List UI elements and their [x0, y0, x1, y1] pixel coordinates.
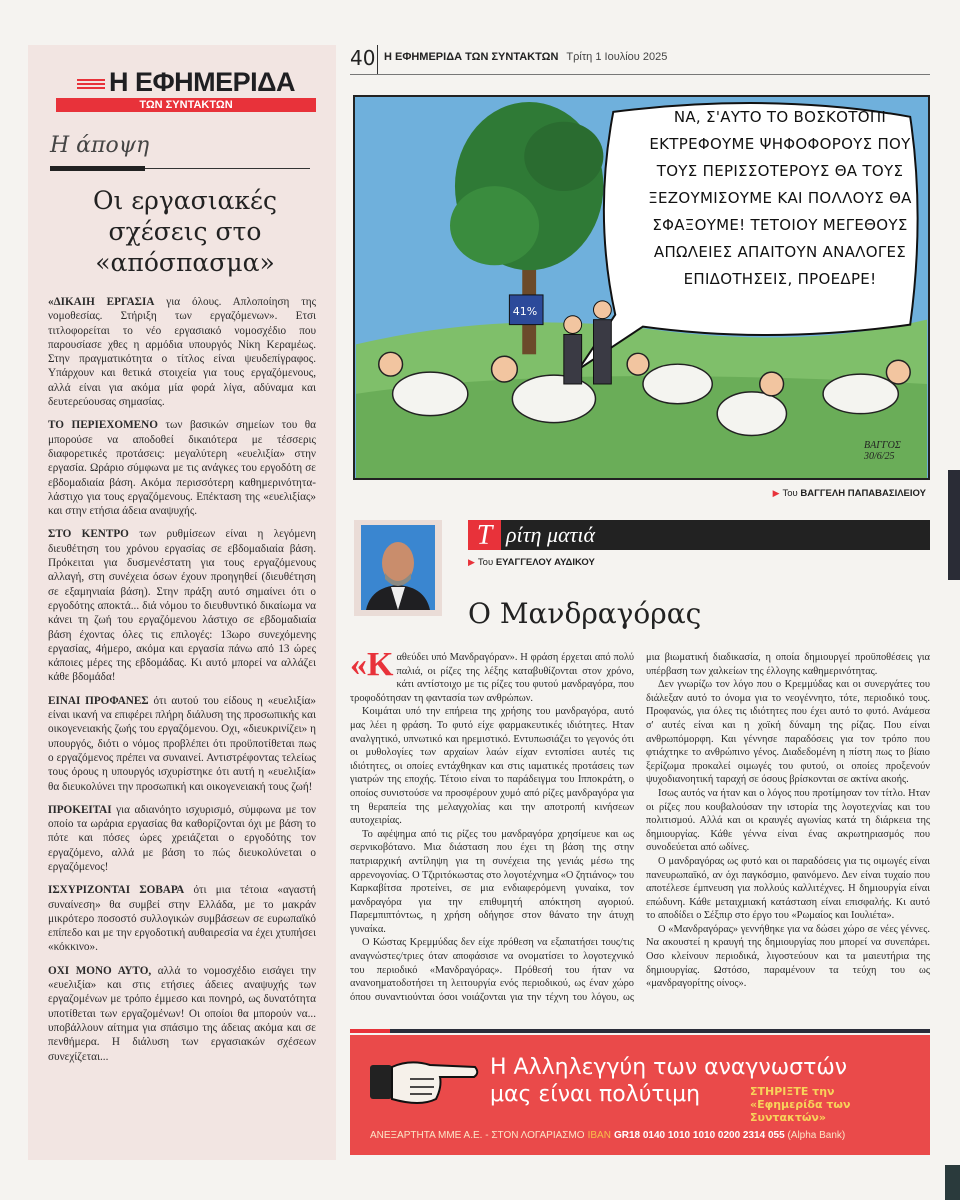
- pointing-hand-icon: [370, 1047, 480, 1117]
- logo-streak-icon: [77, 79, 105, 89]
- paragraph-text: ότι μια τέτοια «αγαστή συναίνεση» θα συμβεί στην Ελλάδα, με το μακράν μικρότερο ποσοστό συλλογικών συμβάσεων σε ευρωπαϊκό επίπεδο και με την εργοδοτική αυθαιρεσία να έχει χτυπήσει «κόκκινο».: [48, 884, 317, 954]
- paper-name: Η ΕΦΗΜΕΡΙΔΑ ΤΩΝ ΣΥΝΤΑΚΤΩΝ: [384, 51, 559, 63]
- column-header: [468, 520, 930, 550]
- paragraph-lead: ΙΣΧΥΡΙΖΟΝΤΑΙ ΣΟΒΑΡΑ: [48, 884, 185, 897]
- paragraph-text: Ο μανδραγόρας ως φυτό και οι παραδόσεις για τις οιμωγές είναι πανευρωπαϊκό, αν όχι παγκόσμιο, φαινόμενο. Δεν είναι τυχαίο που αποτέλεσε έμπνευση για πολλούς καλλιτέχνες. Η δημιουργία είναι επώδυνη. Κάθε μεταιχμιακή κατάσταση είναι επισφαλής. Κι αυτό το αποδίδει ο Σέξπιρ στο έργο του «Ρωμαίος και Ιουλιέτα».: [646, 855, 930, 922]
- paragraph-lead: ΟΧΙ ΜΟΝΟ ΑΥΤΟ,: [48, 964, 152, 977]
- article-byline: [468, 557, 595, 568]
- article-paragraph: [646, 855, 930, 923]
- editorial-body: [48, 295, 316, 1073]
- article-paragraph: [350, 646, 634, 705]
- page-header: [384, 51, 667, 63]
- logo-main: Η ΕΦΗΜΕΡΙΔΑ: [108, 67, 296, 97]
- page-edge-tab: [948, 470, 960, 580]
- byline-name: ΕΥΑΓΓΕΛΟΥ ΑΥΔΙΚΟΥ: [495, 557, 595, 568]
- editorial-paragraph: [48, 527, 316, 684]
- editorial-paragraph: [48, 418, 316, 518]
- author-portrait: [361, 525, 435, 610]
- paragraph-text: αθεύδει υπό Μανδραγόραν». Η φράση έρχεται από πολύ παλιά, οι ρίζες της λέξης καταβυθίζονται στον χρόνο, κάτι αντίστοιχο με τις ρίζες του φυτού μανδραγόρα, που τροφοδότησαν τη φαντασία των ανθρώπων.: [350, 652, 634, 704]
- triangle-icon: ▶: [468, 557, 475, 567]
- column-name: ρίτη ματιά: [506, 522, 596, 547]
- banner-cta: ΣΤΗΡΙΞΤΕ την «Εφημερίδα των Συντακτών»: [750, 1085, 851, 1124]
- banner-account: [370, 1130, 915, 1141]
- section-label: Η άποψη: [50, 133, 150, 158]
- triangle-icon: ▶: [772, 488, 780, 498]
- paragraph-lead: ΣΤΟ ΚΕΝΤΡΟ: [48, 528, 129, 541]
- article-paragraph: [646, 787, 930, 855]
- paragraph-text: Ο «Μανδραγόρας» γεννήθηκε για να δώσει χώρο σε νέες γέννες. Να ακουστεί η κραυγή της δημιουργίας που μπορεί να συνεπάρει. Οσο κλείνουν περιοδικά, λιγοστεύουν και τα μαιευτήρια της δημιουργίας. Ωστόσο, παραμένουν τα τεύχη του ως «μανδραγορίτης οίνος».: [646, 923, 930, 990]
- credit-name: ΒΑΓΓΕΛΗ ΠΑΠΑΒΑΣΙΛΕΙΟΥ: [800, 488, 926, 499]
- logo-sub: ΤΩΝ ΣΥΝΤΑΚΤΩΝ: [56, 98, 316, 112]
- article-body: [350, 646, 930, 1004]
- iban-label: IBAN: [587, 1130, 611, 1141]
- credit-prefix: Του: [782, 488, 798, 499]
- header-divider: [377, 45, 378, 75]
- poll-sign-label: 41%: [512, 305, 538, 318]
- paragraph-text: για αδιανόητο ισχυρισμό, σύμφωνα με τον οποίο τα ωράρια εργασίας θα καθορίζονται όχι με βάση το πότε και πόσες ώρες χρειάζεται ο εργοδότης τον εργαζόμενο, αλλά με βάση το πώς διευκολύνεται ο εργαζόμενος!: [48, 803, 316, 873]
- paragraph-text: Ισως αυτός να ήταν και ο λόγος που προτίμησαν τον τίτλο. Ηταν οι ρίζες που κουβαλούσαν την ιστορία της λογοτεχνίας και του πολιτισμού. Αλλά και οι κραυγές αγωνίας κατά τη διάρκεια της δημιουργίας. Κάθε γέννα είναι ένας ακρωτηριασμός που συνοδεύεται από ωδίνες.: [646, 787, 930, 854]
- iban-number[interactable]: GR18 0140 1010 1010 0200 2314 055: [613, 1130, 785, 1141]
- paragraph-lead: ΕΙΝΑΙ ΠΡΟΦΑΝΕΣ: [48, 694, 149, 707]
- paragraph-text: αλλά το νομοσχέδιο εισάγει την «ευελιξία» και στις ετήσιες άδειες αναψυχής των εργαζομένων με τρόπο έμμεσο και πονηρό, ως δυνατότητα υποτίθεται των εργαζομένων! Οι οποίοι θα μπορούν να... υποβάλλουν αίτημα για σπάσιμο της άδειας ακόμα και σε πενθήμερα. Η διάλυση των εργασιακών σχέσεων συνεχίζεται...: [48, 964, 316, 1063]
- article-paragraph: [350, 828, 634, 937]
- bank-name: (Alpha Bank): [787, 1130, 846, 1141]
- drop-cap: «Κ: [350, 646, 394, 683]
- section-rule: [50, 168, 310, 169]
- paragraph-text: ότι αυτού του είδους η «ευελιξία» είναι ικανή να επιφέρει πλήρη διάλυση της προσωπικής και οικογενειακής ζωής του εργαζόμενου. Οχι, «διευκρινίζει» η υπουργός, διότι ο νόμος προβλέπει ότι προϋποτίθεται πως ο εργαζόμενος πρέπει να συναινεί. Αντιστρέφοντας τελείως τους όρους η υπουργός ισχυρίστηκε ότι αυτή η «ευελιξία» θα διευκολύνει την προσωπική και οικογενειακή τους ζωή!: [48, 694, 316, 793]
- author-photo: [354, 520, 442, 616]
- article-paragraph: [646, 678, 930, 787]
- editorial-paragraph: [48, 803, 316, 874]
- article-title: Ο Μανδραγόρας: [468, 597, 702, 630]
- paragraph-text: Δεν γνωρίζω τον λόγο που ο Κρεμμύδας και οι συνεργάτες του διάλεξαν αυτό το όνομα για το νεογέννητο, τότε, περιοδικό τους. Προφανώς, για όλες τις ιδιότητες που έχει αυτό το φυτό. Ανάμεσα σ' αυτές είναι και η χοϊκή δύναμη της ρίζας. Που είναι ανθρωπόμορφη. Και γέννησε παραδόσεις για τον τρόπο που φτιάχτηκε το ανθρώπινο γένος. Διαδεδομένη η πίστη πως το βίαιο ξερίζωμα προκαλεί οιμωγές του φυτού, οι οποίες προξενούν ψυχοδιανοητική ταραχή σε όσους βρίσκονται σε ακτίνα ακοής.: [646, 679, 930, 786]
- section-divider: [350, 1029, 930, 1033]
- paragraph-text: Κοιμάται υπό την επήρεια της χρήσης του μανδραγόρα, αυτό μας λέει η φράση. Το φυτό είχε φαρμακευτικές ιδιότητες. Ηταν αναλγητικό, υπνωτικό και ηρεμιστικό. Εντυπωσιάζει το γεγονός ότι οι μυθολογίες των αρχαίων λαών είχαν εντοπίσει αυτές τις ιδιότητες, οι οποίες εντάχθηκαν και στις ιαματικές προτάσεις των γιατρών της εποχής. Τέτοιο είναι το παράδειγμα του Ιπποκράτη, ο οποίος συνιστούσε να προσφέρουν χυμό από ρίζες μανδραγόρα για τη θεραπεία της μελαγχολίας και την αποτροπή κινήσεων αυτοχειρίας.: [350, 706, 634, 827]
- paragraph-text: για όλους. Απλοποίηση της νομοθεσίας. Στήριξη των εργαζόμενων». Ετσι τιτλοφορείται το νέο εργασιακό νομοσχέδιο που παρουσίασε χθες η αρμόδια υπουργός Νίκη Κεραμέως. Στην πραγματικότητα ο τίτλος είναι ψευδεπίγραφος. Υπάρχουν και θετικά στοιχεία για τους εργαζόμενους, αλλά είναι για ακόμα μία φορά λίγα, αδύναμα και δευτερεύουσας σημασίας.: [48, 296, 316, 409]
- cartoon-speech: ΝΑ, Σ'ΑΥΤΟ ΤΟ ΒΟΣΚΟΤΟΠΙ ΕΚΤΡΕΦΟΥΜΕ ΨΗΦΟΦΟΡΟΥΣ ΠΟΥ ΤΟΥΣ ΠΕΡΙΣΣΟΤΕΡΟΥΣ ΘΑ ΤΟΥΣ ΞΕΖΟΥΜΙΣΟΥΜΕ ΚΑΙ ΠΟΛΛΟΥΣ ΘΑ ΣΦΑΞΟΥΜΕ! ΤΕΤΟΙΟΥ ΜΕΓΕΘΟΥΣ ΑΠΩΛΕΙΕΣ ΑΠΑΙΤΟΥΝ ΑΝΑΛΟΓΕΣ ΕΠΙΔΟΤΗΣΕΙΣ, ΠΡΟΕΔΡΕ!: [648, 108, 912, 288]
- editorial-column: [28, 45, 336, 1160]
- paragraph-text: των βασικών σημείων του θα μπορούσε να αποδοθεί δικαιότερα με τέσσερις διαφορετικές προτάσεις: μεγαλύτερη «ευελιξία» στην εργασία. Ωράριο σύμφωνα με τις ανάγκες του εργοδότη σε εβδομαδιαία βάση. Ακόμα περισσότερη καθημερινότητα-λάστιχο για τους εργαζόμενους. Επέκταση της «ευελιξίας» και στην ετήσια άδεια αναψυχής.: [48, 419, 317, 518]
- paragraph-lead: «ΔΙΚΑΙΗ ΕΡΓΑΣΙΑ: [48, 296, 155, 308]
- article-paragraph: [646, 923, 930, 991]
- byline-prefix: Του: [477, 557, 494, 568]
- account-text: ΑΝΕΞΑΡΤΗΤΑ ΜΜΕ Α.Ε. - ΣΤΟΝ ΛΟΓΑΡΙΑΣΜΟ: [370, 1130, 585, 1141]
- page-number: 40: [350, 46, 376, 70]
- column-initial: Τ: [468, 520, 501, 550]
- paragraph-lead: ΤΟ ΠΕΡΙΕΧΟΜΕΝΟ: [48, 419, 158, 432]
- editorial-paragraph: [48, 883, 316, 954]
- solidarity-ad-banner[interactable]: [350, 1035, 930, 1155]
- issue-date: Τρίτη 1 Ιουλίου 2025: [566, 51, 668, 63]
- paragraph-text: Το αφέψημα από τις ρίζες του μανδραγόρα χρησίμευε και ως σερνικοβότανο. Μια διάσταση που έχει τη βάση της στην πατριαρχική αντίληψη για τη συνέχεια της γενιάς μέσω της αρρενογονίας. Ο Τζιριτόκωστας στο λογοτέχνημα «Ο ζητιάνος» του Καρκαβίτσα προτείνει, σε μια ενδιαφερόμενη γυναίκα, τον μανδραγόρα για την επιθυμητή απόκτηση αγοριού. Παρεμπιπτόντως, η χρήση οδήγησε στον θάνατο την άτυχη γυναίκα.: [350, 828, 634, 935]
- cartoon-credit: [773, 488, 926, 499]
- editorial-paragraph: [48, 964, 316, 1064]
- article-paragraph: [350, 705, 634, 827]
- paragraph-lead: ΠΡΟΚΕΙΤΑΙ: [48, 803, 112, 816]
- paragraph-text: των ρυθμίσεων είναι η λεγόμενη διευθέτηση του χρόνου εργασίας σε εβδομαδιαία βάση. Πρόκειται για δυσμενέστατη για τους εργαζόμενους αλλαγή, στη συνέχεια όσων έχουν προηγηθεί (διευθέτηση σε εξαμηνιαία βάση). Στην πράξη αυτό σημαίνει ότι ο εργοδότης αποκτά... διά νόμου το διευθυντικό δικαίωμα να κάνει τη ζωή του εργαζόμενου λάστιχο σε εβδομαδιαία βάση έχοντας όλες τις επιλογές: 13ωρο συνεχόμενης εργασίας, 4ήμερο, ακόμα και εργασία πάνω από 13 ώρες κάποιες μέρες της εβδομάδας. Κι αυτό μπορεί να αλλάζει κάθε βδομάδα!: [48, 528, 316, 684]
- paragraph-text: Ο Κώστας Κρεμμύδας δεν είχε πρόθεση να εξαπατήσει τους/τις αναγνώστες/τριες όταν αποφάσισε να ονοματίσει το λογοτεχνικό του περιοδικό «Μανδραγόρας». Πρόθεσή του ήταν να ανανοηματοδοτήσει τη λειτουργία ενός περιοδικού, ως έναν χώρο όπου συναντιούνται όσοι νοιάζονται για την τέχνη του λόγου, ως μια βιωματική διαδικασία, η οποία δημιουργεί προϋποθέσεις για υπέρβαση των χαλκείων της έλλογης καθημερινότητας.: [350, 652, 930, 1003]
- banner-line-1: Η Αλληλεγγύη των αναγνωστών: [490, 1055, 848, 1080]
- editorial-paragraph: [48, 295, 316, 409]
- page-edge-tab-bottom: [945, 1165, 960, 1200]
- cartoon-signature: ΒΑΓΓΟΣ 30/6/25: [864, 440, 901, 462]
- newspaper-logo: [56, 67, 316, 112]
- header-rule: [350, 74, 930, 75]
- editorial-headline: Οι εργασιακές σχέσεις στο «απόσπασμα»: [92, 186, 278, 277]
- banner-line-2: μας είναι πολύτιμη: [490, 1082, 701, 1107]
- editorial-paragraph: [48, 694, 316, 794]
